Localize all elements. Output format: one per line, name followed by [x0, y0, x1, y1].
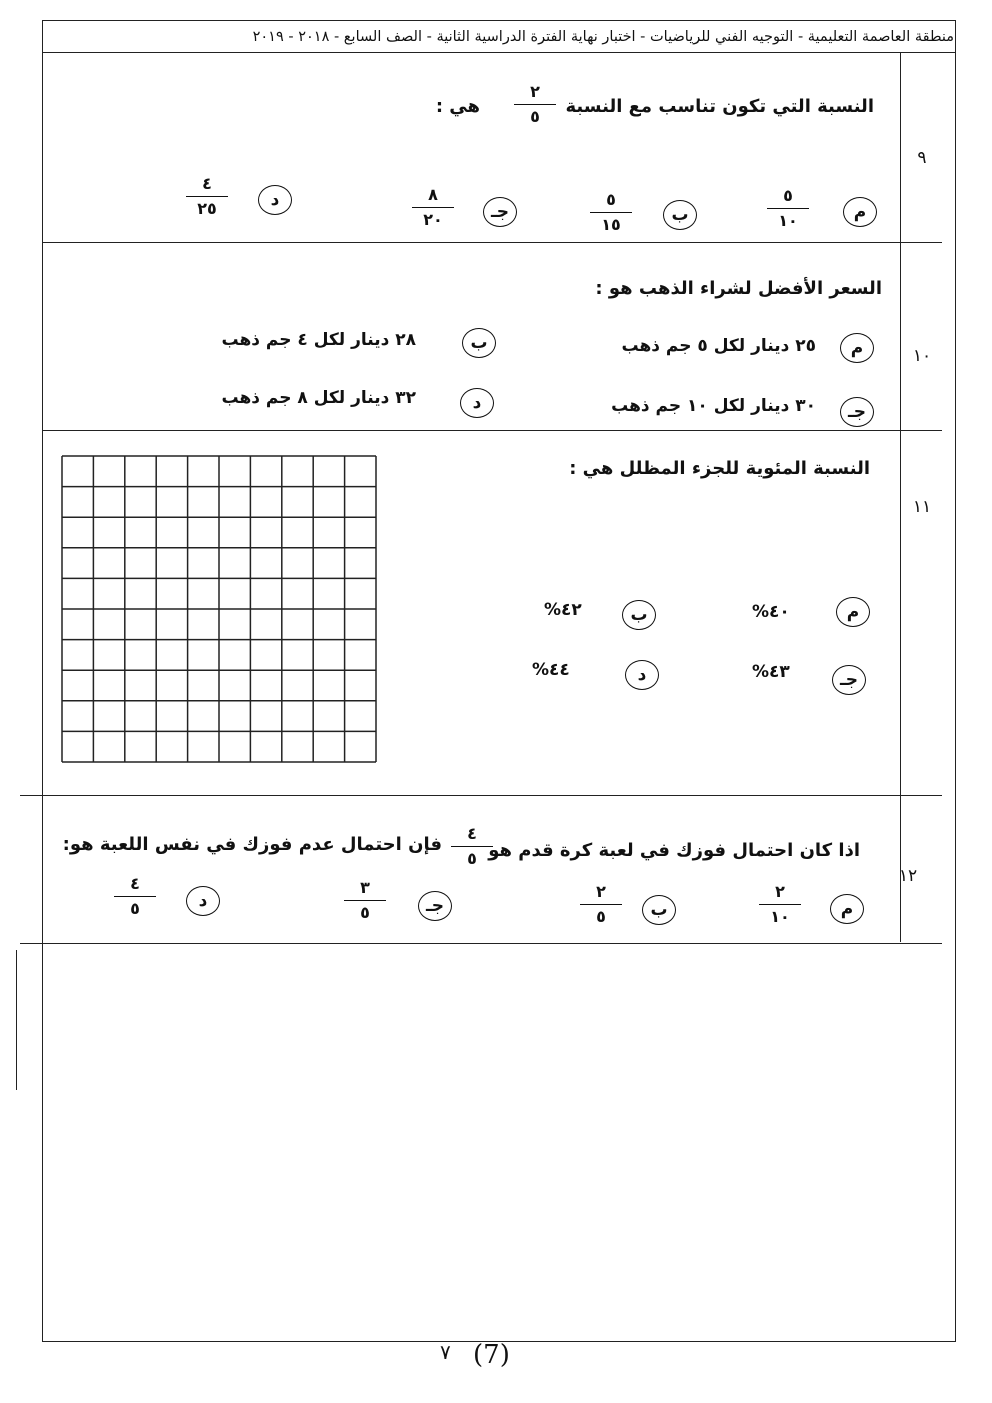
option-label-circle: د — [625, 660, 659, 690]
option-text: ٢٥ دينار لكل ٥ جم ذهب — [621, 336, 816, 356]
question-number: ١١ — [912, 497, 932, 517]
option-label-circle: د — [186, 886, 220, 916]
percent-grid — [60, 454, 378, 764]
row-divider-10 — [42, 430, 942, 431]
outer-left-border — [16, 950, 17, 1090]
row-divider-9 — [42, 242, 942, 243]
page-number-arabic: ٧ — [440, 1340, 451, 1364]
page-number — [440, 1340, 510, 1370]
question-text-end: فإن احتمال عدم فوزك في نفس اللعبة هو: — [62, 834, 442, 855]
option-text: ٣٢ دينار لكل ٨ جم ذهب — [221, 388, 416, 408]
option-label-circle: د — [460, 388, 494, 418]
option-label-circle: جـ — [418, 891, 452, 921]
question-number: ١٠ — [912, 346, 932, 366]
option-text: ٤٤% — [532, 660, 570, 680]
page-header: منطقة العاصمة التعليمية - التوجيه الفني للرياضيات - اختبار نهاية الفترة الدراسية الثانية - الصف السابع - ٢٠١٨ - ٢٠١٩ — [252, 29, 954, 45]
option-label-circle: م — [830, 894, 864, 924]
option-label-circle: ب — [642, 895, 676, 925]
row-divider-11 — [20, 795, 942, 796]
question-text: النسبة التي تكون تناسب مع النسبة — [565, 96, 874, 117]
question-text-end: هي : — [435, 96, 480, 117]
question-text: النسبة المئوية للجزء المظلل هي : — [569, 458, 870, 479]
number-column-divider — [900, 52, 901, 942]
question-number: ٩ — [917, 148, 927, 168]
option-label-circle: د — [258, 185, 292, 215]
option-label-circle: م — [836, 597, 870, 627]
option-fraction: ٤ ٢٥ — [182, 174, 232, 219]
option-text: ٤٣% — [752, 662, 790, 682]
option-label-circle: م — [843, 197, 877, 227]
option-label-circle: ب — [622, 600, 656, 630]
question-fraction: ٢ ٥ — [510, 82, 560, 127]
option-label-circle: جـ — [832, 665, 866, 695]
option-label-circle: م — [840, 333, 874, 363]
option-fraction: ٢ ٥ — [576, 882, 626, 927]
option-fraction: ٢ ١٠ — [755, 882, 805, 927]
question-text: السعر الأفضل لشراء الذهب هو : — [595, 278, 882, 299]
option-fraction: ٥ ١٠ — [763, 186, 813, 231]
option-fraction: ٤ ٥ — [110, 874, 160, 919]
option-text: ٢٨ دينار لكل ٤ جم ذهب — [221, 330, 416, 350]
option-text: ٤٢% — [544, 600, 582, 620]
option-text: ٣٠ دينار لكل ١٠ جم ذهب — [611, 396, 816, 416]
question-fraction: ٤ ٥ — [447, 824, 497, 869]
header-divider — [42, 52, 956, 53]
option-fraction: ٨ ٢٠ — [408, 185, 458, 230]
option-text: ٤٠% — [752, 602, 790, 622]
option-label-circle: جـ — [840, 397, 874, 427]
option-label-circle: ب — [462, 328, 496, 358]
question-text: اذا كان احتمال فوزك في لعبة كرة قدم هو — [488, 840, 860, 861]
page-number-latin: (7) — [473, 1340, 510, 1370]
option-fraction: ٣ ٥ — [340, 878, 390, 923]
row-divider-12 — [20, 943, 942, 944]
option-label-circle: جـ — [483, 197, 517, 227]
option-label-circle: ب — [663, 200, 697, 230]
option-fraction: ٥ ١٥ — [586, 190, 636, 235]
question-number: ١٢ — [898, 866, 918, 886]
